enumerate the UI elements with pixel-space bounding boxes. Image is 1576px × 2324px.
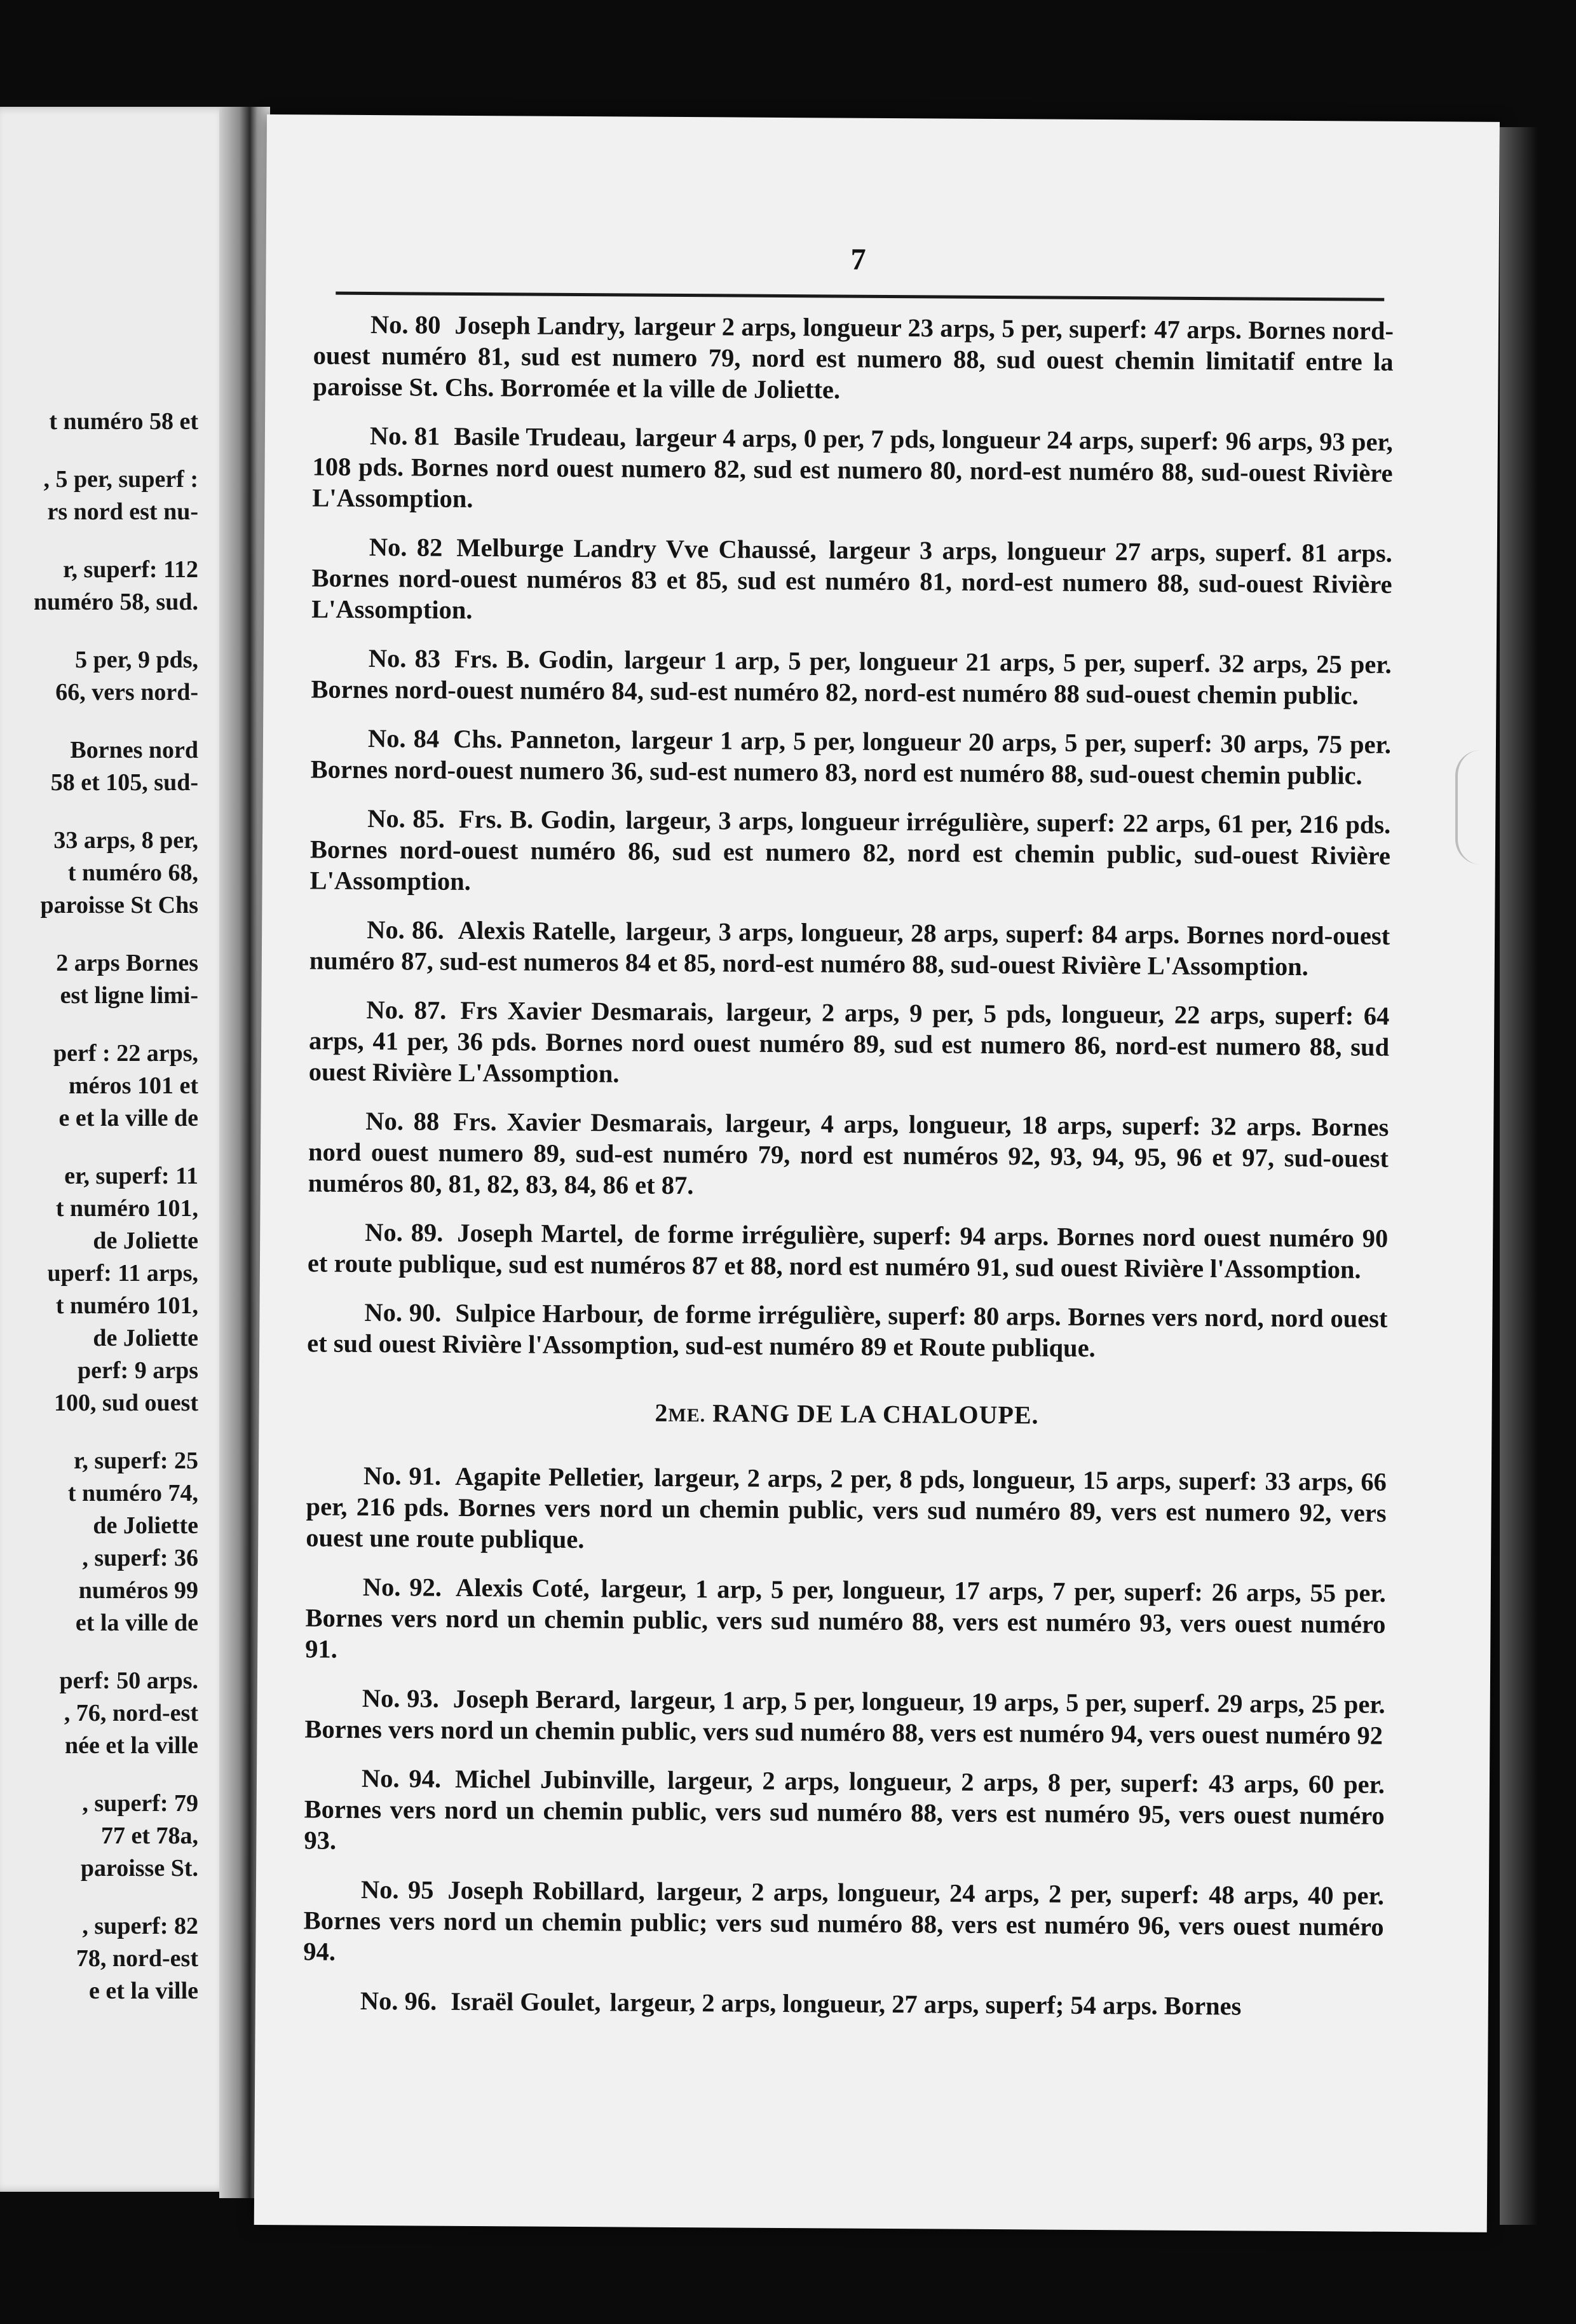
lot-entry [309, 802, 1390, 902]
lot-number: No. 89. [365, 1217, 444, 1247]
left-page-line: , 5 per, superf : [43, 466, 198, 493]
left-page-line: est ligne limi- [60, 982, 198, 1009]
left-page-line: t numéro 58 et [49, 408, 198, 435]
left-page-line [0, 1762, 198, 1787]
lot-description: largeur, 3 arps, longueur irrégulière, superf: 22 arps, 61 per, 216 pds. Bornes nord-ouest numéro 86, sud est numero 82, nord est chemin public, sud-ouest Rivière L'Assomption. [309, 805, 1391, 896]
lot-number: No. 80 [370, 310, 441, 339]
owner-name: Chs. Panneton, [453, 724, 622, 755]
lot-entry [312, 420, 1393, 519]
owner-name: Agapite Pelletier, [454, 1461, 644, 1492]
lot-description: largeur, 2 arps, longueur, 2 arps, 8 per, superf: 43 arps, 60 per. Bornes vers nord un chemin public, vers sud numéro 88, vers est numéro 95, vers ouest numéro 93. [304, 1765, 1385, 1855]
lot-entry [311, 642, 1392, 711]
left-page-line: t numéro 74, [67, 1480, 198, 1507]
left-page-line: er, superf: 11 [64, 1163, 198, 1189]
left-page-line: de Joliette [93, 1512, 198, 1539]
lot-number: No. 87. [366, 995, 447, 1025]
lot-description: largeur, 2 arps, longueur, 27 arps, superf; 54 arps. Bornes [609, 1988, 1242, 2021]
lot-description: largeur, 2 arps, 9 per, 5 pds, longueur, 22 arps, superf: 64 arps, 41 per, 36 pds. Bornes nord ouest numéro 89, sud est numero 86, nord-est numero 88, sud ouest Rivière L'Assomption. [308, 997, 1390, 1088]
left-page-line [0, 1419, 198, 1445]
left-page-line: e et la ville [89, 1978, 198, 2004]
lot-entry [311, 722, 1392, 791]
left-page-line: r, superf: 112 [63, 556, 198, 583]
left-page-line [0, 922, 198, 947]
left-page-line: , superf: 36 [82, 1545, 198, 1571]
lot-description: largeur 1 arp, 5 per, longueur 20 arps, 5 per, superf: 30 arps, 75 per. Bornes nord-ouest numero 36, sud-est numero 83, nord est numéro 88, sud-ouest chemin public. [310, 725, 1392, 790]
owner-name: Joseph Robillard, [447, 1875, 645, 1906]
lot-number: No. 90. [364, 1297, 442, 1327]
left-page-line [0, 1885, 198, 1910]
lot-entries [303, 308, 1394, 2040]
header-rule [336, 292, 1384, 301]
lot-description: largeur, 2 arps, 2 per, 8 pds, longueur, 15 arps, superf: 33 arps, 66 per, 216 pds. Bornes vers nord un chemin public, vers sud numéro 89, vers est numero 92, vers ouest une route publique. [306, 1463, 1387, 1554]
lot-description: largeur, 2 arps, longueur, 24 arps, 2 per, superf: 48 arps, 40 per. Bornes vers nord un chemin public; vers sud numéro 88, vers est numéro 96, vers ouest numéro 94. [303, 1876, 1385, 1966]
lot-entry [304, 1762, 1385, 1862]
owner-name: Frs. Xavier Desmarais, [453, 1107, 713, 1138]
owner-name: Alexis Ratelle, [458, 915, 616, 946]
left-page-text-fragments [0, 406, 198, 2007]
left-page-line [0, 709, 198, 734]
lot-entry [307, 1296, 1388, 1365]
left-page-line: perf: 50 arps. [59, 1667, 198, 1694]
section-heading-ordinal: 2 [655, 1398, 669, 1427]
left-page-line [0, 528, 198, 554]
owner-name: Melburge Landry Vve Chaussé, [456, 533, 817, 564]
left-page-line: 77 et 78a, [100, 1822, 198, 1849]
owner-name: Frs. B. Godin, [454, 644, 614, 674]
lot-entry [305, 1571, 1386, 1671]
left-page-line: uperf: 11 arps, [47, 1260, 198, 1287]
left-page-line: méros 101 et [68, 1072, 198, 1099]
section-heading-ordinal-suffix: ME. [668, 1404, 706, 1426]
lot-number: No. 84 [367, 723, 440, 753]
lot-entry [303, 1985, 1383, 2022]
lot-number: No. 92. [362, 1572, 442, 1602]
lot-description: largeur 1 arp, 5 per, longueur 21 arps, 5 per, superf. 32 arps, 25 per. Bornes nord-ouest numéro 84, sud-est numéro 82, nord-est numéro 88 sud-ouest chemin public. [311, 645, 1392, 710]
left-page-line: perf: 9 arps [78, 1357, 198, 1384]
left-page-line: e et la ville de [58, 1105, 198, 1131]
left-page-line: et la ville de [75, 1610, 198, 1636]
main-page [254, 114, 1500, 2232]
left-page-line: , superf: 79 [82, 1790, 198, 1817]
lot-number: No. 85. [367, 803, 445, 833]
left-page-line [0, 438, 198, 463]
left-page-line: perf : 22 arps, [53, 1040, 198, 1067]
lot-description: largeur 3 arps, longueur 27 arps, superf. 81 arps. Bornes nord-ouest numéros 83 et 85, sud est numéro 81, nord-est numero 88, sud-ouest Rivière L'Assomption. [311, 535, 1392, 624]
owner-name: Basile Trudeau, [454, 421, 627, 452]
left-page-line: 5 per, 9 pds, [75, 646, 198, 673]
left-page-line: 100, sud ouest [54, 1390, 198, 1416]
left-page-line: numéro 58, sud. [33, 589, 198, 615]
left-page-line [0, 619, 198, 644]
left-page-line: , 76, nord-est [64, 1700, 198, 1726]
lot-description: largeur 2 arps, longueur 23 arps, 5 per, superf: 47 arps. Bornes nord-ouest numéro 81, sud est numero 79, nord est numero 88, sud ouest chemin limitatif entre la paroisse St. Chs. Borromée et la ville de Joliette. [313, 311, 1394, 404]
owner-name: Joseph Martel, [457, 1218, 623, 1248]
lot-number: No. 81 [369, 421, 440, 451]
lot-description: largeur, 3 arps, longueur, 28 arps, superf: 84 arps. Bornes nord-ouest numéro 87, sud-est numeros 84 et 85, nord-est numéro 88, sud-ouest Rivière L'Assomption. [309, 917, 1390, 981]
left-page-line: 2 arps Bornes [56, 950, 198, 976]
lot-number: No. 82 [369, 532, 443, 562]
owner-name: Frs Xavier Desmarais, [460, 995, 714, 1027]
lot-entry [304, 1682, 1385, 1751]
lot-description: de forme irrégulière, superf: 80 arps. Bornes vers nord, nord ouest et sud ouest Rivière l'Assomption, sud-est numéro 89 et Route publique. [307, 1299, 1388, 1362]
lot-number: No. 93. [362, 1683, 439, 1713]
lot-description: largeur, 4 arps, longueur, 18 arps, superf: 32 arps. Bornes nord ouest numero 89, sud-est numéro 79, nord est numéros 92, 93, 94, 95, 96 et 97, sud-ouest numéros 80, 81, 82, 83, 84, 86 et 87. [308, 1109, 1389, 1200]
left-page-line: 66, vers nord- [55, 679, 198, 706]
lot-description: largeur, 1 arp, 5 per, longueur, 19 arps, 5 per, superf. 29 arps, 25 per. Bornes vers nord un chemin public, vers sud numéro 88, vers est numéro 94, vers ouest numéro 92 [304, 1685, 1385, 1750]
owner-name: Sulpice Harbour, [455, 1298, 644, 1329]
section-heading-title: RANG DE LA CHALOUPE. [712, 1398, 1039, 1430]
owner-name: Joseph Landry, [454, 310, 625, 341]
lot-entry [303, 1873, 1384, 1973]
owner-name: Michel Jubinville, [454, 1764, 656, 1794]
lot-entry [311, 531, 1392, 631]
section-heading [306, 1395, 1387, 1432]
left-page-line: 78, nord-est [76, 1945, 198, 1972]
lot-description: de forme irrégulière, superf: 94 arps. Bornes nord ouest numéro 90 et route publique, sud est numéros 87 et 88, nord est numéro 91, sud ouest Rivière l'Assomption. [307, 1219, 1389, 1284]
lot-entry [308, 1216, 1389, 1285]
lot-number: No. 88 [365, 1106, 440, 1136]
left-page-line: r, superf: 25 [74, 1447, 198, 1474]
left-page-line: 58 et 105, sud- [50, 769, 198, 796]
page-number: 7 [850, 242, 866, 277]
left-page-line [0, 1135, 198, 1160]
lot-number: No. 95 [360, 1875, 434, 1904]
left-page-line: paroisse St Chs [40, 892, 198, 919]
left-page-line: numéros 99 [78, 1577, 198, 1604]
owner-name: Alexis Coté, [455, 1573, 590, 1603]
left-page-line: de Joliette [93, 1325, 198, 1351]
left-facing-page [0, 107, 229, 2192]
lot-number: No. 94. [361, 1763, 442, 1793]
lot-description: largeur, 1 arp, 5 per, longueur, 17 arps, 7 per, superf: 26 arps, 55 per. Bornes vers nord un chemin public, vers sud numéro 88, vers est numéro 93, vers ouest numéro 91. [305, 1574, 1386, 1664]
owner-name: Israël Goulet, [451, 1986, 601, 2017]
owner-name: Joseph Berard, [452, 1684, 621, 1714]
lot-number: No. 83 [368, 643, 441, 673]
lot-number: No. 86. [367, 915, 444, 945]
left-page-line: paroisse St. [80, 1855, 198, 1882]
left-page-line: née et la ville [65, 1732, 198, 1759]
lot-entry [309, 913, 1390, 982]
lot-entry [309, 994, 1390, 1093]
lot-description: largeur 4 arps, 0 per, 7 pds, longueur 24 arps, superf: 96 arps, 93 per, 108 pds. Bornes nord ouest numero 82, sud est numero 80, nord-est numéro 88, sud-ouest Rivière L'Assomption. [312, 423, 1394, 513]
left-page-line: t numéro 101, [55, 1195, 198, 1222]
left-page-line: 33 arps, 8 per, [53, 827, 198, 854]
lot-number: No. 96. [360, 1986, 437, 2016]
rang-1-entries [307, 308, 1394, 1365]
lot-entry [313, 308, 1394, 408]
page-clip-mark [1455, 750, 1496, 865]
left-page-line: , superf: 82 [82, 1913, 198, 1939]
left-page-line: t numéro 68, [67, 859, 198, 886]
lot-entry [308, 1105, 1389, 1205]
right-scan-edge [1500, 127, 1576, 2225]
left-page-line: t numéro 101, [55, 1292, 198, 1319]
owner-name: Frs. B. Godin, [458, 804, 616, 835]
left-page-line [0, 1639, 198, 1665]
rang-2-entries [303, 1459, 1387, 2022]
left-page-line: de Joliette [93, 1227, 198, 1254]
lot-number: No. 91. [363, 1461, 442, 1491]
left-page-line: Bornes nord [70, 737, 198, 763]
left-page-line [0, 799, 198, 824]
left-page-line [0, 1012, 198, 1037]
left-page-line: rs nord est nu- [47, 498, 198, 525]
lot-entry [306, 1459, 1387, 1559]
